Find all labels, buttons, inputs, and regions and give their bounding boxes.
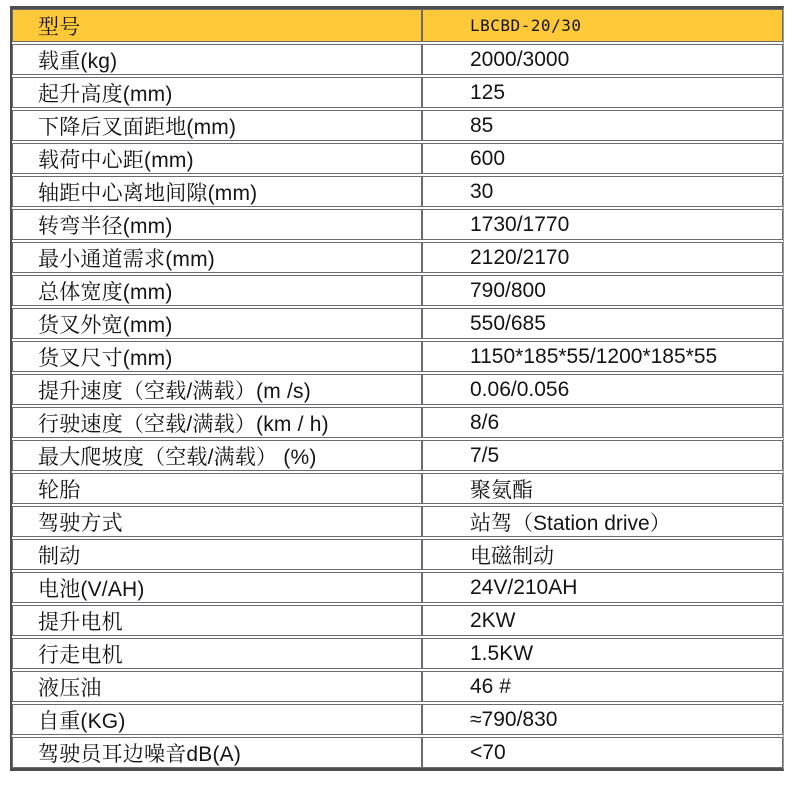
table-row-tires bbox=[12, 473, 783, 504]
spec-value: 600 bbox=[470, 146, 506, 170]
spec-label: 提升电机 bbox=[13, 606, 423, 635]
spec-label: 驾驶员耳边噪音dB(A) bbox=[13, 738, 423, 767]
spec-label: 轴距中心离地间隙(mm) bbox=[13, 177, 423, 206]
spec-value: 1.5KW bbox=[470, 641, 534, 665]
table-row-turning-radius bbox=[12, 209, 783, 240]
spec-label: 总体宽度(mm) bbox=[13, 276, 423, 305]
spec-value: 85 bbox=[470, 113, 494, 137]
table-row-self-weight bbox=[12, 704, 783, 735]
spec-label: 最大爬坡度（空载/满载） (%) bbox=[13, 441, 423, 470]
table-row-fork-outer-width bbox=[12, 308, 783, 339]
model-header-label: 型号 bbox=[13, 10, 423, 41]
spec-label: 最小通道需求(mm) bbox=[13, 243, 423, 272]
spec-value: 电磁制动 bbox=[470, 544, 554, 568]
spec-label: 电池(V/AH) bbox=[13, 573, 423, 602]
table-row-lift-speed bbox=[12, 374, 783, 405]
spec-value: 550/685 bbox=[470, 311, 546, 335]
spec-label: 载重(kg) bbox=[13, 45, 423, 74]
table-row-lowered-fork-height bbox=[12, 110, 783, 141]
spec-label: 自重(KG) bbox=[13, 705, 423, 734]
table-row-operator-ear-noise bbox=[12, 737, 783, 768]
spec-label: 提升速度（空载/满载）(m /s) bbox=[13, 375, 423, 404]
model-header-value: LBCBD-20/30 bbox=[470, 16, 582, 35]
table-row-fork-size bbox=[12, 341, 783, 372]
table-row-travel-motor bbox=[12, 638, 783, 669]
spec-value: 790/800 bbox=[470, 278, 546, 302]
spec-value: 2KW bbox=[470, 608, 516, 632]
spec-label: 下降后叉面距地(mm) bbox=[13, 111, 423, 140]
spec-value: 125 bbox=[470, 80, 506, 104]
spec-label: 货叉外宽(mm) bbox=[13, 309, 423, 338]
spec-value: 1730/1770 bbox=[470, 212, 570, 236]
spec-value: 24V/210AH bbox=[470, 575, 578, 599]
spec-table bbox=[10, 6, 784, 771]
table-row-brake bbox=[12, 539, 783, 570]
spec-label: 载荷中心距(mm) bbox=[13, 144, 423, 173]
spec-label: 行驶速度（空载/满载）(km / h) bbox=[13, 408, 423, 437]
table-row-min-aisle bbox=[12, 242, 783, 273]
spec-label: 轮胎 bbox=[13, 474, 423, 503]
spec-label: 转弯半径(mm) bbox=[13, 210, 423, 239]
table-row-load-capacity bbox=[12, 44, 783, 75]
spec-value: 30 bbox=[470, 179, 494, 203]
table-row-overall-width bbox=[12, 275, 783, 306]
spec-value: 2000/3000 bbox=[470, 47, 570, 71]
table-row-max-gradeability bbox=[12, 440, 783, 471]
spec-value: 7/5 bbox=[470, 443, 500, 467]
spec-value: 8/6 bbox=[470, 410, 500, 434]
spec-value: <70 bbox=[470, 740, 506, 764]
table-row-drive-mode bbox=[12, 506, 783, 537]
spec-value: 46 # bbox=[470, 674, 511, 698]
spec-label: 驾驶方式 bbox=[13, 507, 423, 536]
spec-label: 制动 bbox=[13, 540, 423, 569]
table-header-row bbox=[12, 9, 783, 42]
table-row-battery bbox=[12, 572, 783, 603]
table-row-load-center bbox=[12, 143, 783, 174]
spec-value: 1150*185*55/1200*185*55 bbox=[470, 344, 718, 368]
spec-value: 0.06/0.056 bbox=[470, 377, 570, 401]
spec-label: 货叉尺寸(mm) bbox=[13, 342, 423, 371]
spec-value: 站驾（Station drive） bbox=[470, 511, 671, 535]
spec-value: 2120/2170 bbox=[470, 245, 570, 269]
spec-value: ≈790/830 bbox=[470, 707, 558, 731]
table-row-lift-motor bbox=[12, 605, 783, 636]
spec-label: 行走电机 bbox=[13, 639, 423, 668]
spec-label: 起升高度(mm) bbox=[13, 78, 423, 107]
table-row-hydraulic-oil bbox=[12, 671, 783, 702]
table-row-lift-height bbox=[12, 77, 783, 108]
spec-label: 液压油 bbox=[13, 672, 423, 701]
table-row-travel-speed bbox=[12, 407, 783, 438]
spec-value: 聚氨酯 bbox=[470, 478, 533, 502]
table-row-ground-clearance bbox=[12, 176, 783, 207]
